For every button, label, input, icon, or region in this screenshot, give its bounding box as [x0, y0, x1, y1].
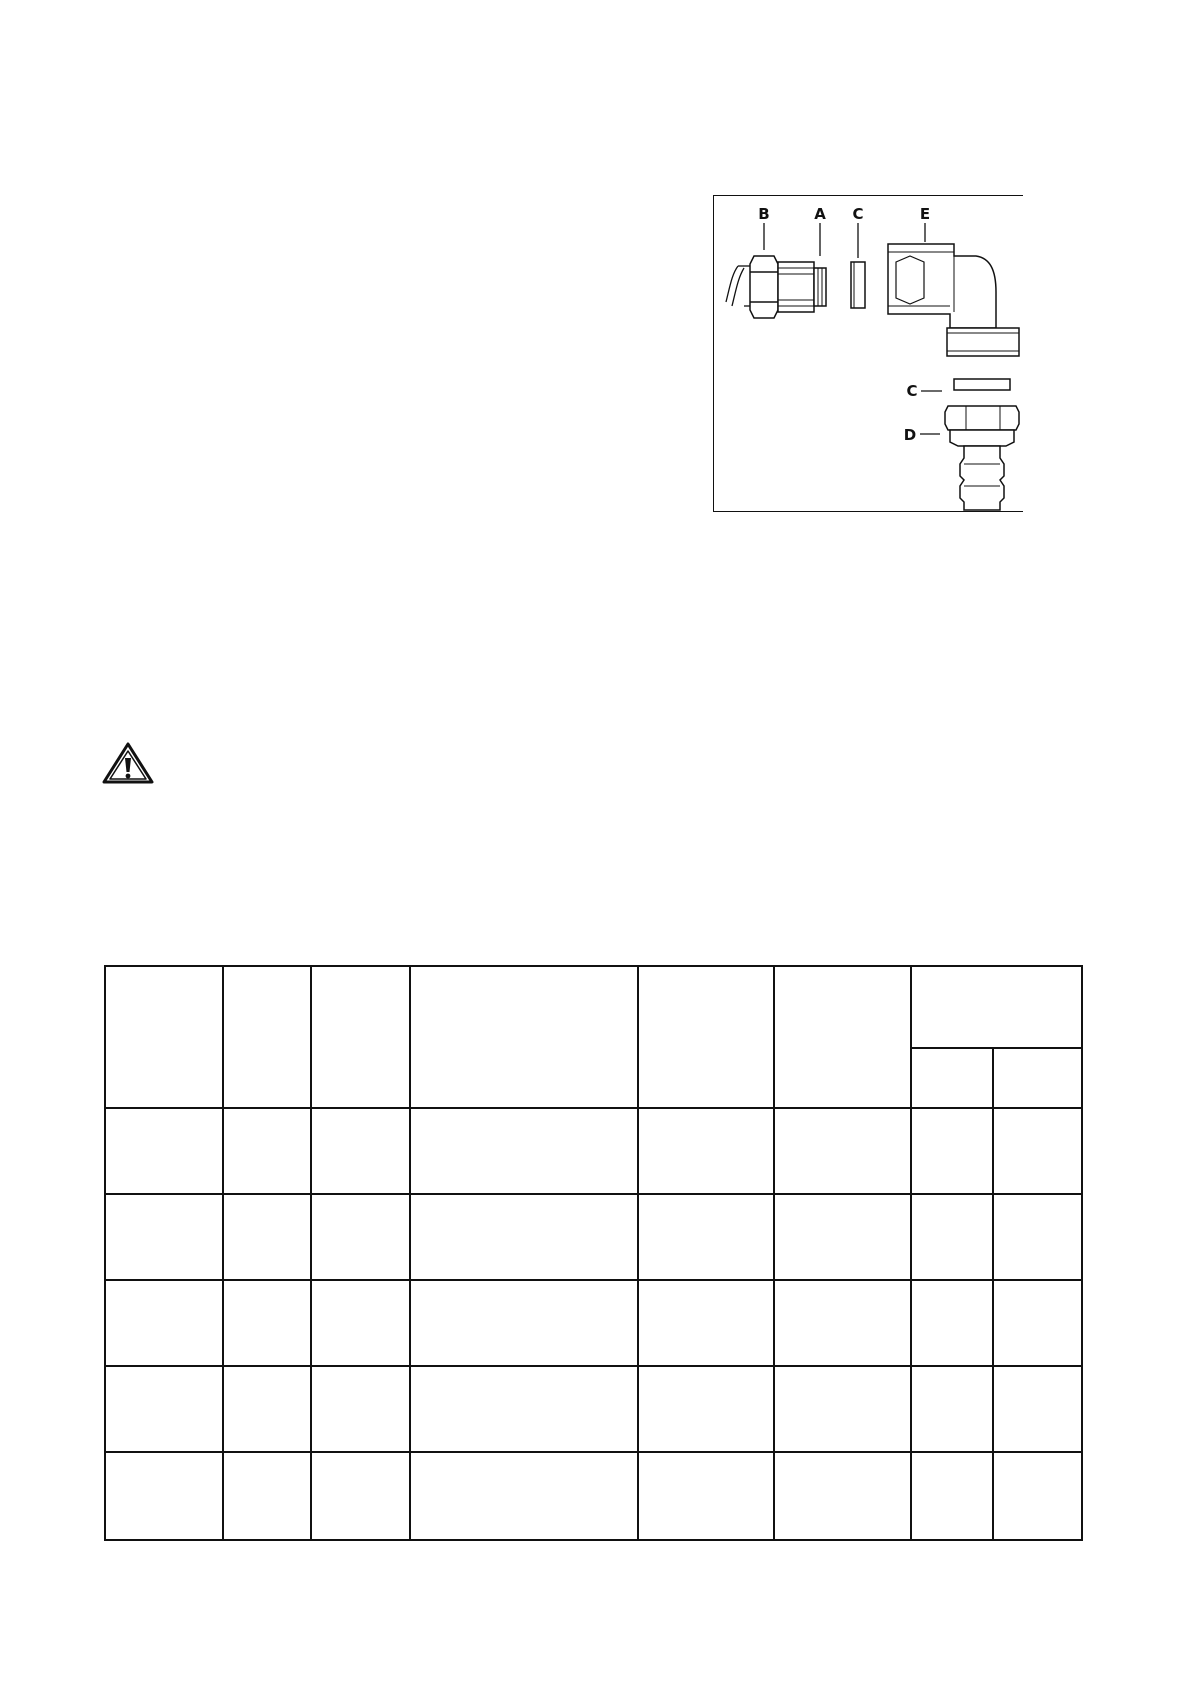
table-header-cell [638, 966, 774, 1108]
table-header-group-cell [911, 966, 1082, 1048]
table-cell [638, 1108, 774, 1194]
table-cell [638, 1366, 774, 1452]
table-cell [223, 1366, 311, 1452]
table-cell [911, 1452, 993, 1540]
table-cell [311, 1452, 410, 1540]
table-header-cell [105, 966, 223, 1108]
table-row [105, 1280, 1082, 1366]
table-cell [993, 1108, 1082, 1194]
table-cell [410, 1280, 638, 1366]
table-cell [223, 1452, 311, 1540]
table-cell [911, 1280, 993, 1366]
table-cell [223, 1108, 311, 1194]
table-header-cell [774, 966, 911, 1108]
table-header-cell [223, 966, 311, 1108]
table-cell [638, 1280, 774, 1366]
table-cell [223, 1280, 311, 1366]
part-a-fitting [778, 262, 826, 312]
callout-e: E [919, 205, 931, 223]
table-cell [410, 1194, 638, 1280]
table-cell [774, 1108, 911, 1194]
table-cell [311, 1194, 410, 1280]
connector-drawing [714, 196, 1024, 513]
table-cell [105, 1108, 223, 1194]
table-cell [993, 1452, 1082, 1540]
table-cell [911, 1194, 993, 1280]
table-row [105, 1108, 1082, 1194]
callout-c-top: C [852, 205, 864, 223]
table-cell [774, 1194, 911, 1280]
table-cell [911, 1108, 993, 1194]
table-cell [993, 1280, 1082, 1366]
table-subheader-cell [993, 1048, 1082, 1108]
table-cell [774, 1280, 911, 1366]
table-header-cell [410, 966, 638, 1108]
table-cell [410, 1366, 638, 1452]
table-subheader-cell [911, 1048, 993, 1108]
table-cell [311, 1280, 410, 1366]
table-cell [410, 1452, 638, 1540]
table-cell [911, 1366, 993, 1452]
table-cell [410, 1108, 638, 1194]
part-c-washer-lower [954, 379, 1010, 390]
table-cell [223, 1194, 311, 1280]
callout-d: D [903, 426, 917, 444]
callout-b: B [758, 205, 770, 223]
table-cell [311, 1108, 410, 1194]
table-header-cell [311, 966, 410, 1108]
table-row [105, 1194, 1082, 1280]
table-cell [105, 1452, 223, 1540]
table-cell [993, 1194, 1082, 1280]
part-c-washer-top [851, 262, 865, 308]
table-cell [774, 1452, 911, 1540]
callout-a: A [814, 205, 826, 223]
table-cell [638, 1194, 774, 1280]
table-cell [993, 1366, 1082, 1452]
table-cell [105, 1280, 223, 1366]
table-cell [638, 1452, 774, 1540]
table-cell [774, 1366, 911, 1452]
table-row [105, 1366, 1082, 1452]
callout-c-lower: C [906, 382, 918, 400]
table-cell [105, 1366, 223, 1452]
connector-diagram [713, 195, 1023, 512]
part-e-elbow [888, 244, 1019, 356]
specification-table [104, 965, 1083, 1541]
part-d-barb-fitting [945, 406, 1019, 510]
table-header-row [105, 966, 1082, 1048]
part-b-hex-nut [750, 256, 778, 318]
warning-triangle-icon [101, 740, 155, 791]
table-cell [311, 1366, 410, 1452]
table-cell [105, 1194, 223, 1280]
table-row [105, 1452, 1082, 1540]
